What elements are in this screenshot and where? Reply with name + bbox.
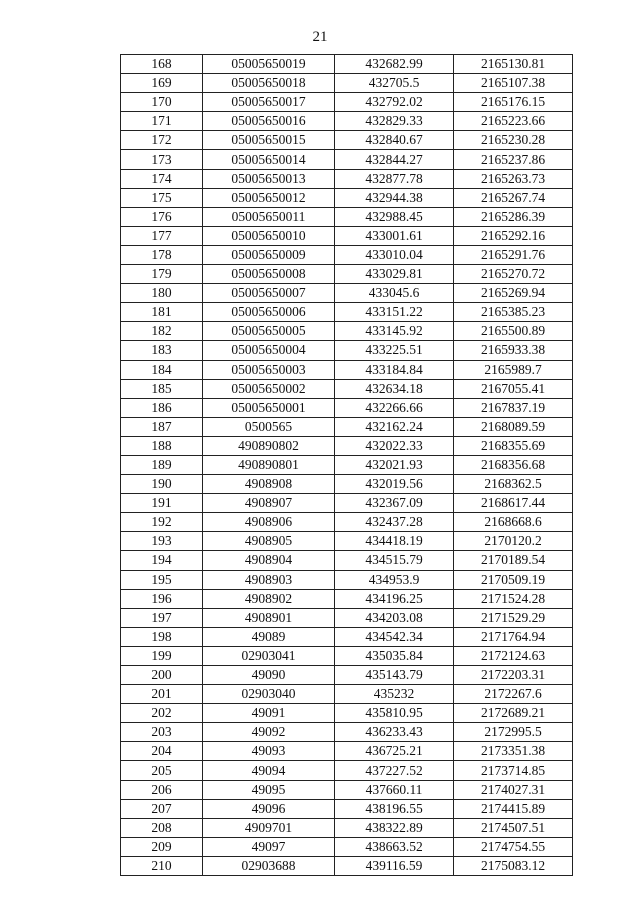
x-coordinate-cell: 439116.59 — [335, 856, 454, 875]
point-number-cell: 180 — [121, 284, 203, 303]
point-code-cell: 49093 — [203, 742, 335, 761]
point-number-cell: 193 — [121, 532, 203, 551]
x-coordinate-cell: 432988.45 — [335, 207, 454, 226]
x-coordinate-cell: 432019.56 — [335, 475, 454, 494]
table-row — [121, 131, 573, 150]
x-coordinate-cell: 434196.25 — [335, 589, 454, 608]
point-code-cell: 05005650005 — [203, 322, 335, 341]
point-number-cell: 169 — [121, 74, 203, 93]
point-code-cell: 49097 — [203, 837, 335, 856]
point-code-cell: 490890801 — [203, 455, 335, 474]
x-coordinate-cell: 432162.24 — [335, 417, 454, 436]
point-number-cell: 170 — [121, 93, 203, 112]
point-code-cell: 02903041 — [203, 646, 335, 665]
table-row — [121, 475, 573, 494]
y-coordinate-cell: 2167837.19 — [454, 398, 573, 417]
point-number-cell: 197 — [121, 608, 203, 627]
y-coordinate-cell: 2165176.15 — [454, 93, 573, 112]
y-coordinate-cell: 2165270.72 — [454, 265, 573, 284]
y-coordinate-cell: 2171524.28 — [454, 589, 573, 608]
table-row — [121, 284, 573, 303]
point-number-cell: 175 — [121, 188, 203, 207]
y-coordinate-cell: 2165230.28 — [454, 131, 573, 150]
point-code-cell: 05005650003 — [203, 360, 335, 379]
y-coordinate-cell: 2172267.6 — [454, 685, 573, 704]
point-code-cell: 05005650012 — [203, 188, 335, 207]
y-coordinate-cell: 2173714.85 — [454, 761, 573, 780]
table-row — [121, 666, 573, 685]
table-row — [121, 455, 573, 474]
point-code-cell: 05005650001 — [203, 398, 335, 417]
table-row — [121, 818, 573, 837]
y-coordinate-cell: 2174415.89 — [454, 799, 573, 818]
coordinates-table — [120, 54, 573, 876]
point-number-cell: 194 — [121, 551, 203, 570]
point-code-cell: 05005650011 — [203, 207, 335, 226]
point-code-cell: 02903688 — [203, 856, 335, 875]
x-coordinate-cell: 433184.84 — [335, 360, 454, 379]
y-coordinate-cell: 2165385.23 — [454, 303, 573, 322]
x-coordinate-cell: 433045.6 — [335, 284, 454, 303]
y-coordinate-cell: 2170189.54 — [454, 551, 573, 570]
point-number-cell: 171 — [121, 112, 203, 131]
point-code-cell: 49095 — [203, 780, 335, 799]
table-row — [121, 341, 573, 360]
point-code-cell: 49094 — [203, 761, 335, 780]
point-code-cell: 02903040 — [203, 685, 335, 704]
y-coordinate-cell: 2171529.29 — [454, 608, 573, 627]
table-row — [121, 837, 573, 856]
table-row — [121, 513, 573, 532]
point-number-cell: 203 — [121, 723, 203, 742]
y-coordinate-cell: 2168089.59 — [454, 417, 573, 436]
table-row — [121, 627, 573, 646]
table-row — [121, 799, 573, 818]
point-code-cell: 05005650007 — [203, 284, 335, 303]
x-coordinate-cell: 434542.34 — [335, 627, 454, 646]
x-coordinate-cell: 433010.04 — [335, 245, 454, 264]
y-coordinate-cell: 2165130.81 — [454, 55, 573, 74]
x-coordinate-cell: 433145.92 — [335, 322, 454, 341]
point-number-cell: 183 — [121, 341, 203, 360]
table-row — [121, 360, 573, 379]
coordinates-table-body — [121, 55, 573, 876]
y-coordinate-cell: 2165933.38 — [454, 341, 573, 360]
table-row — [121, 322, 573, 341]
table-row — [121, 265, 573, 284]
point-code-cell: 05005650016 — [203, 112, 335, 131]
x-coordinate-cell: 432634.18 — [335, 379, 454, 398]
y-coordinate-cell: 2168362.5 — [454, 475, 573, 494]
y-coordinate-cell: 2165500.89 — [454, 322, 573, 341]
point-code-cell: 0500565 — [203, 417, 335, 436]
table-row — [121, 112, 573, 131]
point-code-cell: 4908901 — [203, 608, 335, 627]
table-row — [121, 74, 573, 93]
y-coordinate-cell: 2168355.69 — [454, 436, 573, 455]
point-number-cell: 189 — [121, 455, 203, 474]
point-number-cell: 174 — [121, 169, 203, 188]
y-coordinate-cell: 2165263.73 — [454, 169, 573, 188]
point-number-cell: 196 — [121, 589, 203, 608]
x-coordinate-cell: 434515.79 — [335, 551, 454, 570]
table-row — [121, 551, 573, 570]
table-row — [121, 780, 573, 799]
table-row — [121, 723, 573, 742]
table-row — [121, 532, 573, 551]
point-code-cell: 49090 — [203, 666, 335, 685]
point-number-cell: 208 — [121, 818, 203, 837]
x-coordinate-cell: 434418.19 — [335, 532, 454, 551]
x-coordinate-cell: 432844.27 — [335, 150, 454, 169]
y-coordinate-cell: 2165292.16 — [454, 226, 573, 245]
point-code-cell: 05005650018 — [203, 74, 335, 93]
x-coordinate-cell: 438322.89 — [335, 818, 454, 837]
y-coordinate-cell: 2165237.86 — [454, 150, 573, 169]
x-coordinate-cell: 436233.43 — [335, 723, 454, 742]
point-code-cell: 05005650006 — [203, 303, 335, 322]
point-code-cell: 4908903 — [203, 570, 335, 589]
table-row — [121, 742, 573, 761]
point-code-cell: 05005650004 — [203, 341, 335, 360]
point-code-cell: 05005650019 — [203, 55, 335, 74]
point-code-cell: 4908904 — [203, 551, 335, 570]
table-row — [121, 188, 573, 207]
x-coordinate-cell: 435232 — [335, 685, 454, 704]
x-coordinate-cell: 435035.84 — [335, 646, 454, 665]
table-row — [121, 608, 573, 627]
point-code-cell: 05005650017 — [203, 93, 335, 112]
y-coordinate-cell: 2167055.41 — [454, 379, 573, 398]
y-coordinate-cell: 2174507.51 — [454, 818, 573, 837]
point-code-cell: 05005650002 — [203, 379, 335, 398]
point-number-cell: 191 — [121, 494, 203, 513]
point-number-cell: 210 — [121, 856, 203, 875]
x-coordinate-cell: 432944.38 — [335, 188, 454, 207]
x-coordinate-cell: 432877.78 — [335, 169, 454, 188]
y-coordinate-cell: 2171764.94 — [454, 627, 573, 646]
y-coordinate-cell: 2165989.7 — [454, 360, 573, 379]
x-coordinate-cell: 436725.21 — [335, 742, 454, 761]
x-coordinate-cell: 437660.11 — [335, 780, 454, 799]
y-coordinate-cell: 2168356.68 — [454, 455, 573, 474]
point-code-cell: 4908907 — [203, 494, 335, 513]
table-row — [121, 303, 573, 322]
x-coordinate-cell: 433225.51 — [335, 341, 454, 360]
point-number-cell: 176 — [121, 207, 203, 226]
table-row — [121, 646, 573, 665]
y-coordinate-cell: 2170509.19 — [454, 570, 573, 589]
table-row — [121, 685, 573, 704]
x-coordinate-cell: 432840.67 — [335, 131, 454, 150]
point-code-cell: 4908908 — [203, 475, 335, 494]
point-number-cell: 179 — [121, 265, 203, 284]
point-number-cell: 188 — [121, 436, 203, 455]
y-coordinate-cell: 2165107.38 — [454, 74, 573, 93]
point-number-cell: 185 — [121, 379, 203, 398]
x-coordinate-cell: 432829.33 — [335, 112, 454, 131]
x-coordinate-cell: 435810.95 — [335, 704, 454, 723]
point-code-cell: 05005650013 — [203, 169, 335, 188]
x-coordinate-cell: 432792.02 — [335, 93, 454, 112]
page-number: 21 — [312, 29, 328, 45]
point-code-cell: 4908906 — [203, 513, 335, 532]
point-number-cell: 201 — [121, 685, 203, 704]
table-row — [121, 398, 573, 417]
y-coordinate-cell: 2172124.63 — [454, 646, 573, 665]
y-coordinate-cell: 2168668.6 — [454, 513, 573, 532]
point-number-cell: 198 — [121, 627, 203, 646]
x-coordinate-cell: 432367.09 — [335, 494, 454, 513]
y-coordinate-cell: 2172203.31 — [454, 666, 573, 685]
point-code-cell: 4908905 — [203, 532, 335, 551]
table-row — [121, 150, 573, 169]
point-code-cell: 05005650014 — [203, 150, 335, 169]
y-coordinate-cell: 2175083.12 — [454, 856, 573, 875]
x-coordinate-cell: 433029.81 — [335, 265, 454, 284]
point-number-cell: 192 — [121, 513, 203, 532]
table-row — [121, 761, 573, 780]
point-code-cell: 05005650009 — [203, 245, 335, 264]
point-code-cell: 49096 — [203, 799, 335, 818]
point-code-cell: 05005650008 — [203, 265, 335, 284]
point-number-cell: 199 — [121, 646, 203, 665]
point-code-cell: 49091 — [203, 704, 335, 723]
table-row — [121, 589, 573, 608]
point-code-cell: 49089 — [203, 627, 335, 646]
point-number-cell: 182 — [121, 322, 203, 341]
point-code-cell: 49092 — [203, 723, 335, 742]
point-number-cell: 168 — [121, 55, 203, 74]
table-row — [121, 417, 573, 436]
y-coordinate-cell: 2165223.66 — [454, 112, 573, 131]
point-number-cell: 181 — [121, 303, 203, 322]
point-number-cell: 172 — [121, 131, 203, 150]
point-number-cell: 200 — [121, 666, 203, 685]
x-coordinate-cell: 432705.5 — [335, 74, 454, 93]
x-coordinate-cell: 438196.55 — [335, 799, 454, 818]
point-number-cell: 195 — [121, 570, 203, 589]
x-coordinate-cell: 438663.52 — [335, 837, 454, 856]
point-code-cell: 05005650010 — [203, 226, 335, 245]
point-code-cell: 05005650015 — [203, 131, 335, 150]
x-coordinate-cell: 437227.52 — [335, 761, 454, 780]
table-row — [121, 570, 573, 589]
x-coordinate-cell: 432437.28 — [335, 513, 454, 532]
point-number-cell: 186 — [121, 398, 203, 417]
point-number-cell: 206 — [121, 780, 203, 799]
point-number-cell: 187 — [121, 417, 203, 436]
table-row — [121, 494, 573, 513]
table-row — [121, 93, 573, 112]
y-coordinate-cell: 2173351.38 — [454, 742, 573, 761]
x-coordinate-cell: 433151.22 — [335, 303, 454, 322]
y-coordinate-cell: 2172995.5 — [454, 723, 573, 742]
y-coordinate-cell: 2174754.55 — [454, 837, 573, 856]
point-code-cell: 4908902 — [203, 589, 335, 608]
x-coordinate-cell: 432266.66 — [335, 398, 454, 417]
table-row — [121, 169, 573, 188]
point-number-cell: 173 — [121, 150, 203, 169]
table-row — [121, 226, 573, 245]
point-number-cell: 177 — [121, 226, 203, 245]
x-coordinate-cell: 434203.08 — [335, 608, 454, 627]
point-code-cell: 490890802 — [203, 436, 335, 455]
point-code-cell: 4909701 — [203, 818, 335, 837]
point-number-cell: 205 — [121, 761, 203, 780]
y-coordinate-cell: 2165291.76 — [454, 245, 573, 264]
x-coordinate-cell: 435143.79 — [335, 666, 454, 685]
point-number-cell: 209 — [121, 837, 203, 856]
x-coordinate-cell: 433001.61 — [335, 226, 454, 245]
table-row — [121, 207, 573, 226]
table-row — [121, 704, 573, 723]
y-coordinate-cell: 2165269.94 — [454, 284, 573, 303]
y-coordinate-cell: 2172689.21 — [454, 704, 573, 723]
x-coordinate-cell: 432021.93 — [335, 455, 454, 474]
table-row — [121, 436, 573, 455]
point-number-cell: 207 — [121, 799, 203, 818]
point-number-cell: 204 — [121, 742, 203, 761]
y-coordinate-cell: 2168617.44 — [454, 494, 573, 513]
table-row — [121, 379, 573, 398]
point-number-cell: 202 — [121, 704, 203, 723]
y-coordinate-cell: 2165267.74 — [454, 188, 573, 207]
y-coordinate-cell: 2174027.31 — [454, 780, 573, 799]
y-coordinate-cell: 2165286.39 — [454, 207, 573, 226]
table-row — [121, 245, 573, 264]
point-number-cell: 190 — [121, 475, 203, 494]
point-number-cell: 184 — [121, 360, 203, 379]
x-coordinate-cell: 432682.99 — [335, 55, 454, 74]
x-coordinate-cell: 434953.9 — [335, 570, 454, 589]
x-coordinate-cell: 432022.33 — [335, 436, 454, 455]
point-number-cell: 178 — [121, 245, 203, 264]
y-coordinate-cell: 2170120.2 — [454, 532, 573, 551]
table-row — [121, 55, 573, 74]
table-row — [121, 856, 573, 875]
